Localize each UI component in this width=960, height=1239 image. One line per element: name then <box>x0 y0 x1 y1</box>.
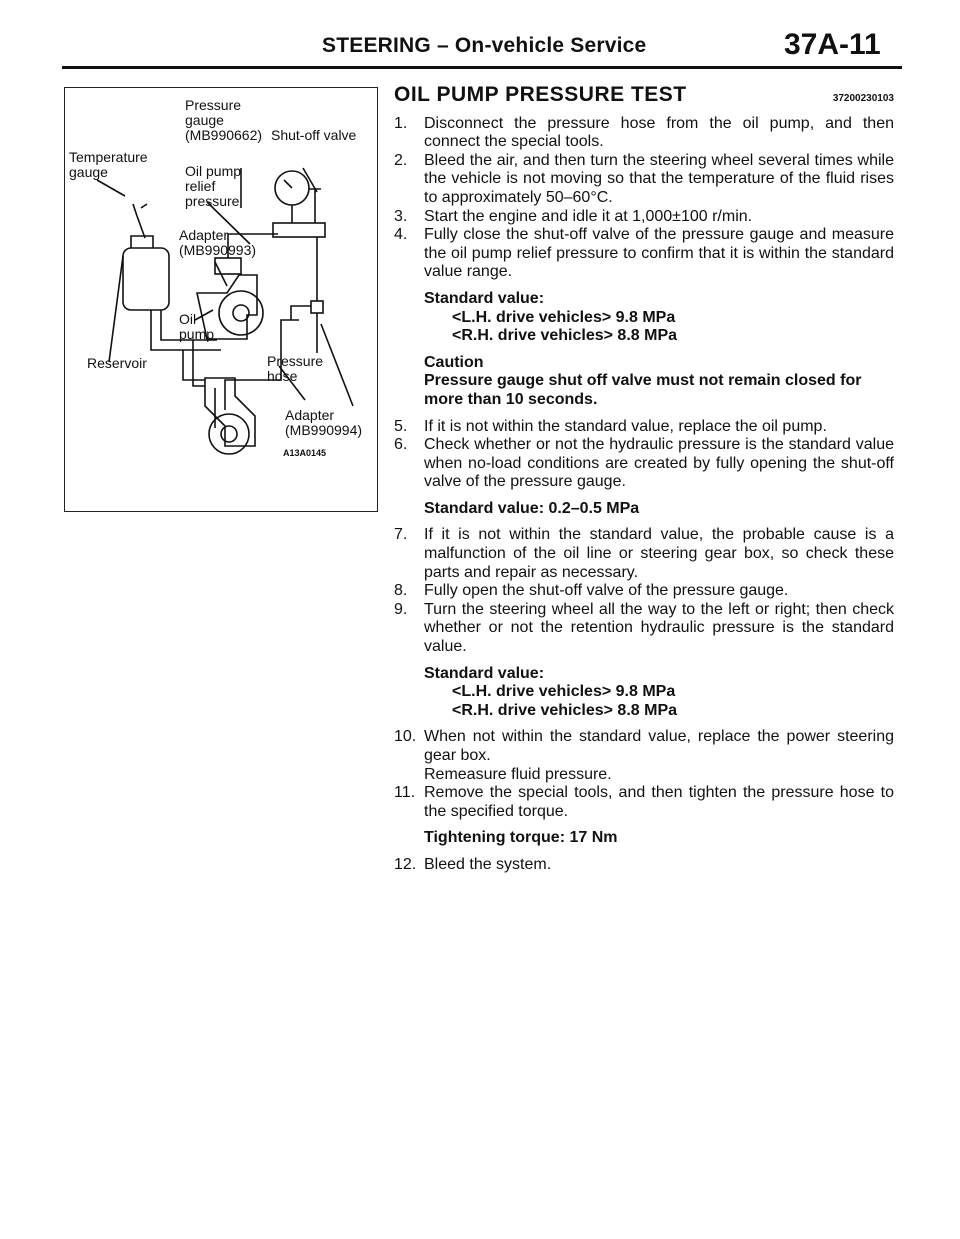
tightening-torque: Tightening torque: 17 Nm <box>424 829 618 847</box>
standard-value-label-2: Standard value: <box>424 664 545 682</box>
procedure-step: 1. Disconnect the pressure hose from the oil pump, and then connect the special tools. <box>394 114 894 151</box>
procedure-step: 7. If it is not within the standard value, the probable cause is a malfunction of the oil line or steering gear box, so check these parts and repair as necessary. <box>394 526 894 581</box>
procedure-step: 5. If it is not within the standard value, replace the oil pump. <box>394 417 827 435</box>
procedure-step: 9. Turn the steering wheel all the way to the left or right; then check whether or not the retention hydraulic pressure is the standard value. <box>394 600 894 656</box>
standard-value-rh: <R.H. drive vehicles> 8.8 MPa <box>452 327 678 345</box>
section-heading <box>394 83 894 109</box>
standard-value-rh-2: <R.H. drive vehicles> 8.8 MPa <box>452 701 678 719</box>
shutoff-valve-stem <box>309 189 321 223</box>
procedure-step: 4. Fully close the shut-off valve of the pressure gauge and measure the oil pump relief pressure to confirm that it is within the standard value range. <box>394 226 894 281</box>
standard-value-lh-2: <L.H. drive vehicles> 9.8 MPa <box>452 683 676 701</box>
figure-pressure-test-diagram <box>64 87 378 512</box>
label-adapter-mb990993: Adapter (MB990993) <box>179 227 257 258</box>
gauge-fitting <box>273 223 325 237</box>
gear-housing <box>205 378 255 446</box>
figure-code: A13A0145 <box>283 448 327 458</box>
label-temperature-gauge: Temperature gauge <box>69 149 148 180</box>
label-reservoir: Reservoir <box>87 355 147 371</box>
procedure-step: 11. Remove the special tools, and then tighten the pressure hose to the specified torque. <box>394 784 894 820</box>
reservoir-cap <box>131 236 153 248</box>
procedure-step: 6. Check whether or not the hydraulic pressure is the standard value when no-load conditions are created by fully opening the shut-off valve of the pressure gauge. <box>394 436 894 491</box>
adapter-1 <box>215 258 241 274</box>
temperature-gauge-probe <box>133 204 147 238</box>
page-header-title: STEERING – On-vehicle Service <box>322 34 647 57</box>
label-pressure-hose: Pressure hose <box>267 353 324 384</box>
page-number: 37A-11 <box>784 28 881 61</box>
caution-label: Caution <box>424 353 484 371</box>
section-title: OIL PUMP PRESSURE TEST <box>394 83 687 106</box>
label-pressure-gauge: Pressure gauge (MB990662) <box>185 97 263 143</box>
label-adapter-mb990994: Adapter (MB990994) <box>285 407 363 438</box>
label-oil-pump-relief-pressure: Oil pump relief pressure <box>185 163 242 209</box>
procedure-column <box>394 83 894 875</box>
standard-value-label: Standard value: <box>424 289 545 307</box>
header-rule <box>62 66 902 69</box>
section-code: 37200230103 <box>832 93 894 104</box>
procedure-step: 10. When not within the standard value, replace the power steering gear box. Remeasure fluid pressure. <box>394 728 894 783</box>
procedure-step: 8. Fully open the shut-off valve of the pressure gauge. <box>394 582 789 600</box>
standard-value-lh: <L.H. drive vehicles> 9.8 MPa <box>452 308 676 326</box>
procedure-step: 12. Bleed the system. <box>394 855 552 873</box>
standard-value-no-load: Standard value: 0.2–0.5 MPa <box>424 499 640 517</box>
reservoir-tank <box>123 248 169 310</box>
procedure-step: 2. Bleed the air, and then turn the steering wheel several times while the vehicle is not moving so that the temperature of the fluid rises to approximately 50–60°C. <box>394 151 894 206</box>
label-shutoff-valve: Shut-off valve <box>271 127 357 143</box>
label-oil-pump: Oil pump <box>179 311 215 342</box>
caution-text: Pressure gauge shut off valve must not remain closed for more than 10 seconds. <box>424 372 862 408</box>
procedure-step: 3. Start the engine and idle it at 1,000±100 r/min. <box>394 207 753 225</box>
